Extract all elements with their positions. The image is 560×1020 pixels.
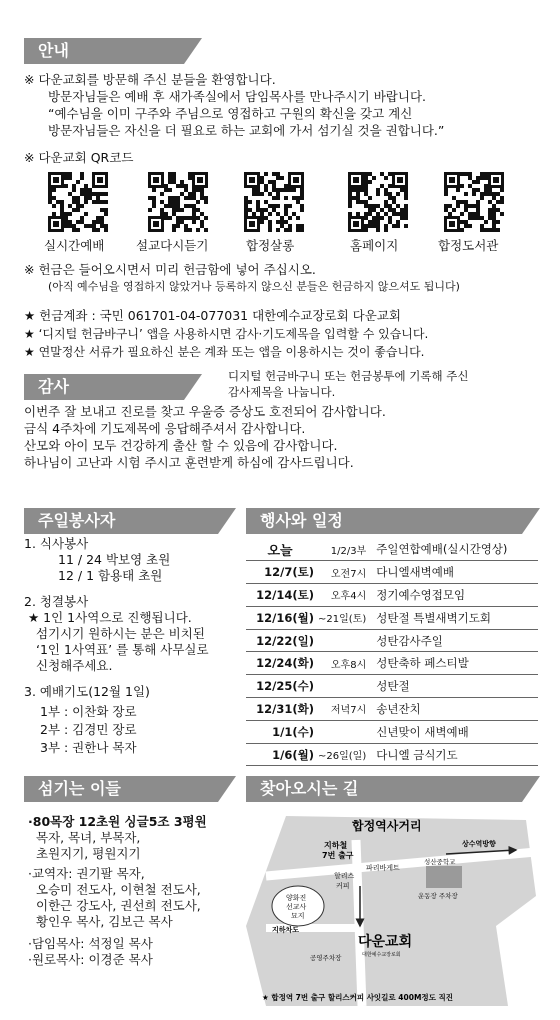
map-yanghwa: 양화진	[286, 894, 307, 902]
schedule-event: 정기예수영접모임	[372, 584, 538, 607]
schedule-date: 12/22(일)	[246, 629, 318, 652]
notice-line: 방문자님들은 예배 후 새가족실에서 담임목사를 만나주시기 바랍니다.	[48, 89, 426, 104]
servants-header	[24, 776, 218, 802]
servant-line: 이한근 강도사, 권선희 전도사,	[36, 898, 201, 913]
schedule-event: 성탄축하 페스티발	[372, 652, 538, 675]
servant-line: ·담임목사: 석정일 목사	[28, 936, 153, 951]
schedule-table	[246, 538, 538, 766]
schedule-row	[246, 538, 538, 561]
volunteer-line: ‘1인 1사역표’ 를 통해 사무실로	[36, 642, 209, 657]
schedule-event: 성탄감사주일	[372, 629, 538, 652]
volunteer-line: 11 / 24 박보영 초원	[58, 552, 171, 567]
schedule-date: 12/25(수)	[246, 675, 318, 698]
qr-code-homepage[interactable]	[348, 172, 408, 232]
map-paris: 파리바게트	[366, 864, 400, 872]
notice-line: ※ 다운교회를 방문해 주신 분들을 환영합니다.	[24, 72, 276, 87]
directions-title: 찾아오시는 길	[260, 779, 359, 798]
schedule-date: 1/6(월)	[246, 743, 318, 766]
volunteer-line: 2. 청결봉사	[24, 594, 89, 609]
offering-line: (아직 예수님을 영접하지 않았거나 등록하지 않으신 분들은 헌금하지 않으셔도 됩니다)	[48, 280, 460, 293]
schedule-date: 12/24(화)	[246, 652, 318, 675]
map-school-label: 성산중학교	[424, 858, 456, 866]
map-church-sub: 대한예수교장로회	[362, 952, 401, 958]
servant-line: ·원로목사: 이경준 목사	[28, 952, 153, 967]
map-hollys: 할리스	[334, 872, 355, 880]
qr-label: 합정살롱	[246, 238, 295, 253]
volunteer-line: 2부 : 김경민 장로	[40, 722, 137, 737]
star-line: ★ 연말정산 서류가 필요하신 분은 계좌 또는 앱을 이용하시는 것이 좋습니다.	[24, 345, 425, 359]
map-jihacha: 지하차도	[272, 926, 300, 934]
volunteer-line: ★ 1인 1사역으로 진행됩니다.	[28, 610, 192, 625]
schedule-time	[318, 720, 372, 743]
servant-line: 황인우 목사, 김보근 목사	[36, 914, 173, 929]
notice-header	[24, 38, 184, 64]
servant-line: 오승미 전도사, 이현철 전도사,	[36, 882, 201, 897]
qr-label: 설교다시듣기	[136, 238, 209, 253]
thanks-line: 금식 4주차에 기도제목에 응답해주셔서 감사합니다.	[24, 421, 306, 436]
schedule-row	[246, 698, 538, 721]
schedule-date: 12/16(월)	[246, 606, 318, 629]
qr-label: 실시간예배	[44, 238, 105, 253]
servant-line: 초원지기, 평원지기	[36, 846, 141, 861]
schedule-time: ~21일(토)	[318, 606, 372, 629]
volunteer-line: 섬기시기 원하시는 분은 비치된	[36, 626, 205, 641]
directions-map	[246, 806, 542, 1012]
schedule-event: 주일연합예배(실시간영상)	[372, 538, 538, 561]
qr-label: 홈페이지	[350, 238, 399, 253]
notice-line: 방문자님들은 자신을 더 필요로 하는 교회에 가서 섬기실 것을 권합니다.”	[48, 123, 445, 138]
thanks-note: 디지털 헌금바구니 또는 헌금봉투에 기록해 주신	[228, 369, 469, 383]
map-intersection: 합정역사거리	[352, 819, 422, 833]
schedule-date: 12/14(토)	[246, 584, 318, 607]
map-footnote: ★ 합정역 7번 출구 할리스커피 사잇길로 400M정도 직진	[262, 993, 453, 1002]
schedule-row	[246, 675, 538, 698]
qr-code-sermon[interactable]	[148, 172, 208, 232]
schedule-time	[318, 629, 372, 652]
schedule-event: 성탄절 특별새벽기도회	[372, 606, 538, 629]
schedule-event: 신년맞이 새벽예배	[372, 720, 538, 743]
map-exit2: 7번 출구	[322, 851, 354, 860]
servant-line: 목자, 목녀, 부목자,	[36, 830, 141, 845]
schedule-time: 오후8시	[318, 652, 372, 675]
thanks-title: 감사	[38, 377, 69, 396]
volunteer-line: 1. 식사봉사	[24, 536, 89, 551]
star-line: ★ ‘디지털 헌금바구니’ 앱을 사용하시면 감사·기도제목을 입력할 수 있습니다.	[24, 327, 429, 341]
map-yanghwa: 선교사	[286, 903, 307, 911]
schedule-time	[318, 675, 372, 698]
map-parking: 공영주차장	[310, 954, 342, 962]
schedule-date: 12/7(토)	[246, 561, 318, 584]
qr-label: 합정도서관	[438, 238, 499, 253]
map-school	[426, 866, 462, 888]
star-line: ★ 헌금계좌 : 국민 061701-04-077031 대한예수교장로회 다운교회	[24, 308, 401, 323]
thanks-line: 이번주 잘 보내고 진로를 찾고 우울증 증상도 호전되어 감사합니다.	[24, 404, 386, 419]
qr-code-library[interactable]	[444, 172, 504, 232]
volunteers-header	[24, 508, 218, 534]
schedule-event: 다니엘 금식기도	[372, 743, 538, 766]
schedule-time: ~26일(일)	[318, 743, 372, 766]
thanks-line: 산모와 아이 모두 건강하게 출산 할 수 있음에 감사합니다.	[24, 438, 338, 453]
map-yanghwa: 묘지	[291, 912, 305, 920]
qr-heading: ※ 다운교회 QR코드	[24, 150, 134, 165]
schedule-time: 오전7시	[318, 561, 372, 584]
thanks-note: 감사제목을 나눕니다.	[228, 385, 336, 399]
schedule-time: 1/2/3부	[318, 538, 372, 561]
map-exit: 지하철	[324, 841, 348, 850]
map-church: 다운교회	[358, 934, 413, 950]
schedule-row	[246, 584, 538, 607]
schedule-row	[246, 629, 538, 652]
schedule-header	[246, 508, 522, 534]
volunteers-title: 주일봉사자	[38, 511, 116, 530]
thanks-header	[24, 374, 184, 400]
schedule-time: 저녁7시	[318, 698, 372, 721]
volunteer-line: 3. 예배기도(12월 1일)	[24, 684, 150, 699]
volunteer-line: 1부 : 이찬화 장로	[40, 704, 137, 719]
schedule-row	[246, 720, 538, 743]
directions-header	[246, 776, 522, 802]
schedule-row	[246, 606, 538, 629]
qr-code-salon[interactable]	[244, 172, 304, 232]
schedule-row	[246, 652, 538, 675]
schedule-date: 12/31(화)	[246, 698, 318, 721]
schedule-row	[246, 743, 538, 766]
schedule-event: 성탄절	[372, 675, 538, 698]
volunteer-line: 3부 : 권한나 목자	[40, 740, 137, 755]
map-hollys: 커피	[336, 882, 350, 890]
qr-code-live[interactable]	[48, 172, 108, 232]
schedule-date: 오늘	[246, 538, 318, 561]
servants-title: 섬기는 이들	[38, 779, 121, 798]
map-sangsu: 상수역방향	[462, 840, 496, 848]
notice-line: “예수님을 이미 구주와 주님으로 영접하고 구원의 확신을 갖고 계신	[48, 106, 413, 121]
notice-title: 안내	[38, 41, 69, 60]
schedule-title: 행사와 일정	[260, 511, 343, 530]
map-school-label: 운동장 주차장	[418, 892, 458, 900]
map-road-vertical	[356, 840, 362, 1006]
schedule-date: 1/1(수)	[246, 720, 318, 743]
schedule-row	[246, 561, 538, 584]
volunteer-line: 12 / 1 함용태 초원	[58, 568, 163, 583]
schedule-time: 오후4시	[318, 584, 372, 607]
schedule-event: 송년잔치	[372, 698, 538, 721]
volunteer-line: 신청해주세요.	[36, 658, 113, 673]
offering-line: ※ 헌금은 들어오시면서 미리 헌금함에 넣어 주십시오.	[24, 262, 316, 277]
thanks-line: 하나님이 고난과 시험 주시고 훈련받게 하심에 감사드립니다.	[24, 455, 354, 470]
servant-line: ·교역자: 권기팔 목자,	[28, 866, 145, 881]
servant-line: ·80목장 12초원 싱글5조 3평원	[28, 814, 207, 829]
schedule-event: 다니엘새벽예배	[372, 561, 538, 584]
